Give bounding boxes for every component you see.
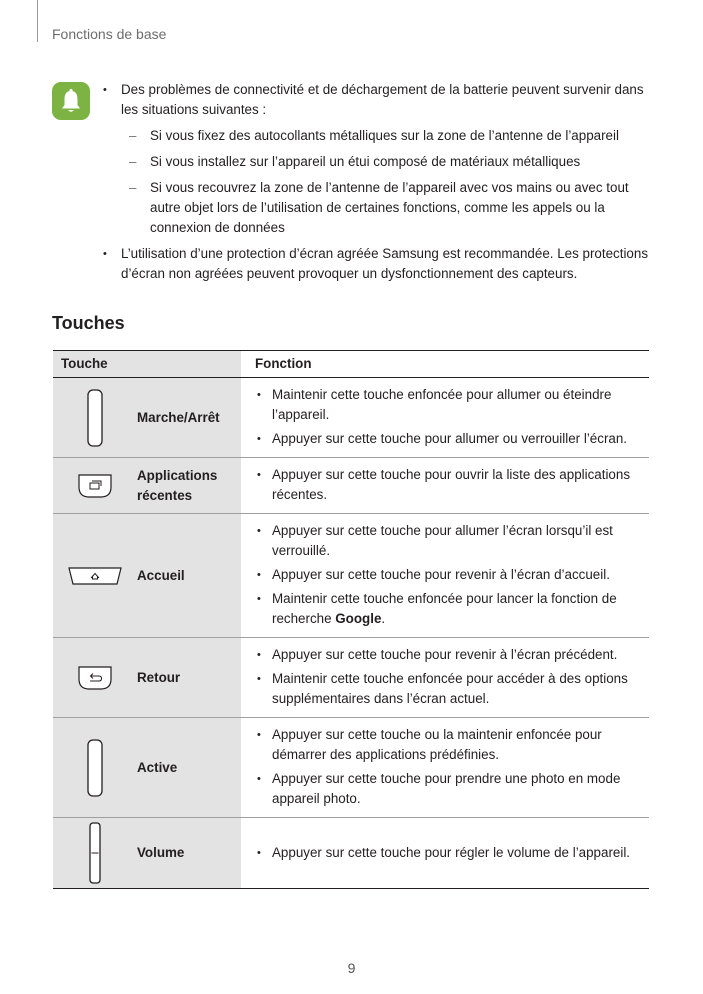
- key-name: Accueil: [137, 514, 241, 638]
- table-header-row: [53, 351, 649, 378]
- function-item: • Maintenir cette touche enfoncée pour allumer ou éteindre l’appareil.: [255, 385, 643, 425]
- section-title: Touches: [52, 313, 125, 333]
- function-item: • Maintenir cette touche enfoncée pour lancer la fonction de recherche Google.: [255, 589, 643, 629]
- function-item: • Appuyer sur cette touche pour revenir à l’écran précédent.: [255, 645, 643, 665]
- key-name: Applications récentes: [137, 458, 241, 514]
- notice-dash-item: – Si vous installez sur l’appareil un étui composé de matériaux métalliques: [101, 152, 656, 172]
- table-row: [53, 378, 649, 458]
- volume-key-icon: [88, 822, 102, 884]
- header-title: Fonctions de base: [52, 26, 167, 42]
- function-item: • Appuyer sur cette touche pour revenir à l’écran d’accueil.: [255, 565, 643, 585]
- key-name: Marche/Arrêt: [137, 378, 241, 458]
- notice-dash-item: – Si vous recouvrez la zone de l’antenne de l’appareil avec vos mains ou avec tout autre objet lors de l’utilisation de certaines fonctions, comme les appels ou la connexion de données: [101, 178, 656, 238]
- column-header-key: Touche: [53, 351, 241, 378]
- table-row: [53, 818, 649, 889]
- function-item: • Appuyer sur cette touche pour régler le volume de l’appareil.: [255, 843, 643, 863]
- bell-icon: [52, 82, 90, 120]
- table-row: [53, 514, 649, 638]
- function-item: • Appuyer sur cette touche pour allumer ou verrouiller l’écran.: [255, 429, 643, 449]
- keys-table: [53, 350, 649, 889]
- table-row: [53, 718, 649, 818]
- notice-list: [101, 80, 656, 284]
- key-name: Retour: [137, 638, 241, 718]
- key-name: Active: [137, 718, 241, 818]
- table-row: [53, 458, 649, 514]
- header-rule: [37, 0, 38, 42]
- recent-apps-key-icon: [76, 474, 114, 498]
- notice-bullet: • Des problèmes de connectivité et de déchargement de la batterie peuvent survenir dans les situations suivantes :: [101, 80, 656, 120]
- function-item: • Appuyer sur cette touche pour allumer l’écran lorsqu’il est verrouillé.: [255, 521, 643, 561]
- notice-bullet: • L’utilisation d’une protection d’écran agréée Samsung est recommandée. Les protections d’écran non agréées peuvent provoquer un dysfonctionnement des capteurs.: [101, 244, 656, 284]
- function-item: • Appuyer sur cette touche ou la maintenir enfoncée pour démarrer des applications prédéfinies.: [255, 725, 643, 765]
- google-label: Google: [335, 611, 382, 626]
- column-header-function: Fonction: [241, 351, 649, 378]
- function-item: • Maintenir cette touche enfoncée pour accéder à des options supplémentaires dans l’écran actuel.: [255, 669, 643, 709]
- function-item: • Appuyer sur cette touche pour ouvrir la liste des applications récentes.: [255, 465, 643, 505]
- table-row: [53, 638, 649, 718]
- page-number: 9: [347, 960, 356, 976]
- key-name: Volume: [137, 818, 241, 889]
- notice-dash-item: – Si vous fixez des autocollants métalliques sur la zone de l’antenne de l’appareil: [101, 126, 656, 146]
- home-key-icon: [67, 567, 123, 585]
- active-key-icon: [86, 739, 104, 797]
- power-key-icon: [86, 389, 104, 447]
- back-key-icon: [76, 666, 114, 690]
- function-item: • Appuyer sur cette touche pour prendre une photo en mode appareil photo.: [255, 769, 643, 809]
